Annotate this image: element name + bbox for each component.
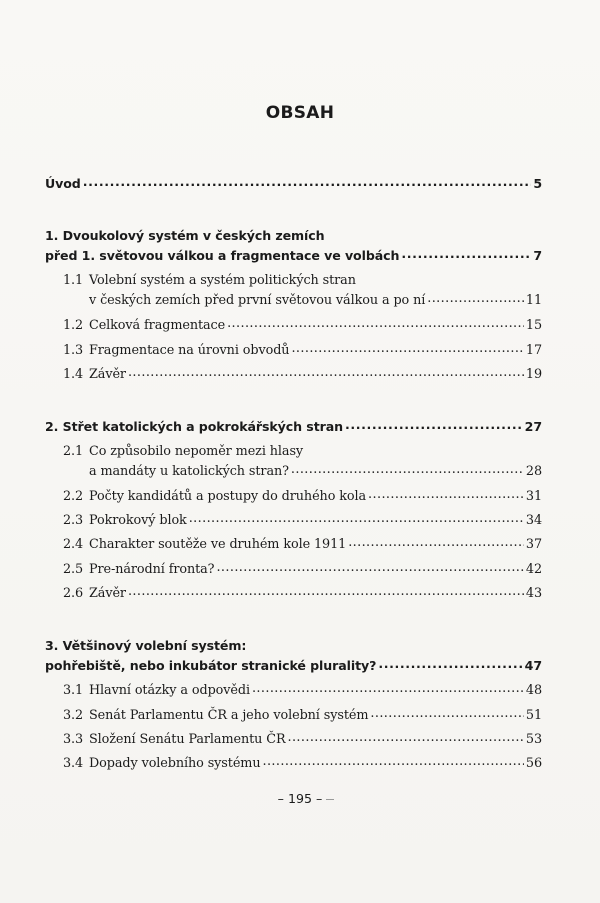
toc-page-number: 51 [525, 708, 542, 723]
section-number: 3.4 [63, 756, 84, 771]
toc-chapter-3[interactable] [45, 655, 542, 677]
toc-entry-title: 3. Většinový volební systém: [45, 638, 247, 653]
section-number: 2.2 [63, 489, 84, 504]
dot-leader [287, 727, 523, 749]
page-title: OBSAH [265, 103, 335, 123]
section-title: Charakter soutěže ve druhém kole 1911 [89, 537, 347, 552]
section-number: 2.6 [63, 586, 84, 601]
section-title: Dopady volebního systému [89, 756, 261, 771]
toc-section-1-1[interactable] [89, 290, 542, 312]
toc-chapter-2[interactable] [45, 416, 542, 438]
toc-page-number: 48 [525, 683, 542, 698]
dot-leader [370, 703, 524, 725]
toc-section-3-2[interactable] [63, 705, 542, 727]
dot-leader [345, 414, 523, 436]
toc-page-number: 28 [525, 464, 542, 479]
toc-page-number: 56 [525, 756, 542, 771]
section-title: Senát Parlamentu ČR a jeho volební systém [89, 708, 369, 723]
section-number: 2.5 [63, 562, 84, 577]
section-title: Hlavní otázky a odpovědi [89, 683, 250, 698]
toc-section-3-3[interactable] [63, 729, 542, 751]
section-number: 3.2 [63, 708, 84, 723]
toc-page-number: 19 [525, 367, 542, 382]
toc-section-2-1[interactable] [89, 461, 542, 483]
section-number: 3.3 [63, 732, 84, 747]
toc-entry-title: 1. Dvoukolový systém v českých zemích [45, 228, 325, 243]
dot-leader [189, 508, 524, 530]
toc-entry-title: Úvod [45, 176, 81, 191]
dot-leader [252, 678, 524, 700]
section-title: Závěr [89, 586, 126, 601]
dot-leader [128, 362, 524, 384]
dot-leader [348, 532, 524, 554]
toc-section-2-6[interactable] [63, 583, 542, 605]
section-number: 3.1 [63, 683, 84, 698]
section-number: 2.3 [63, 513, 84, 528]
section-title: a mandáty u katolických stran? [89, 464, 289, 479]
section-number: 1.4 [63, 367, 84, 382]
section-number: 2.1 [63, 444, 84, 459]
dot-leader [378, 653, 522, 675]
toc-page-number: 27 [524, 419, 542, 434]
dot-leader [368, 484, 524, 506]
dot-leader [262, 751, 523, 773]
toc-entry-intro[interactable] [45, 173, 542, 195]
section-title: v českých zemích před první světovou válkou a po ní [89, 293, 426, 308]
dot-leader [227, 313, 524, 335]
toc-page-number: 53 [525, 732, 542, 747]
toc-entry-title: pohřebiště, nebo inkubátor stranické plurality? [45, 658, 377, 673]
section-title: Složení Senátu Parlamentu ČR [89, 732, 286, 747]
toc-section-1-2[interactable] [63, 315, 542, 337]
section-number: 1.3 [63, 343, 84, 358]
toc-entry-title: 2. Střet katolických a pokrokářských stran [45, 419, 343, 434]
dot-leader [83, 171, 532, 193]
dot-leader [427, 288, 524, 310]
toc-section-1-4[interactable] [63, 364, 542, 386]
page-number-footer: – 195 – [277, 791, 323, 806]
toc-section-2-5[interactable] [63, 559, 542, 581]
toc-section-1-3[interactable] [63, 340, 542, 362]
dot-leader [291, 459, 524, 481]
section-number: 2.4 [63, 537, 84, 552]
toc-chapter-1[interactable] [45, 245, 542, 267]
section-number: 1.2 [63, 318, 84, 333]
toc-page-number: 43 [525, 586, 542, 601]
section-title: Závěr [89, 367, 126, 382]
section-title: Celková fragmentace [89, 318, 226, 333]
section-title: Fragmentace na úrovni obvodů [89, 343, 290, 358]
toc-entry-title: před 1. světovou válkou a fragmentace ve volbách [45, 248, 400, 263]
dot-leader [216, 557, 523, 579]
toc-section-2-2[interactable] [63, 486, 542, 508]
footer-mark [326, 799, 334, 800]
toc-page-number: 47 [524, 658, 542, 673]
toc-page-number: 42 [525, 562, 542, 577]
toc-section-3-4[interactable] [63, 753, 542, 775]
toc-page-number: 34 [525, 513, 542, 528]
dot-leader [128, 581, 524, 603]
toc-section-2-3[interactable] [63, 510, 542, 532]
toc-page-number: 15 [525, 318, 542, 333]
toc-page-number: 31 [525, 489, 542, 504]
toc-page-number: 7 [533, 248, 542, 263]
section-title: Volební systém a systém politických stran [89, 273, 356, 288]
toc-page-number: 5 [533, 176, 542, 191]
dot-leader [401, 243, 531, 265]
dot-leader [291, 338, 523, 360]
section-title: Pokrokový blok [89, 513, 187, 528]
toc-page-number: 11 [525, 293, 542, 308]
section-title: Co způsobilo nepoměr mezi hlasy [89, 444, 304, 459]
toc-page-number: 17 [525, 343, 542, 358]
toc-section-3-1[interactable] [63, 680, 542, 702]
section-title: Počty kandidátů a postupy do druhého kola [89, 489, 367, 504]
toc-section-2-4[interactable] [63, 534, 542, 556]
toc-page-number: 37 [525, 537, 542, 552]
section-title: Pre-národní fronta? [89, 562, 215, 577]
section-number: 1.1 [63, 273, 84, 288]
